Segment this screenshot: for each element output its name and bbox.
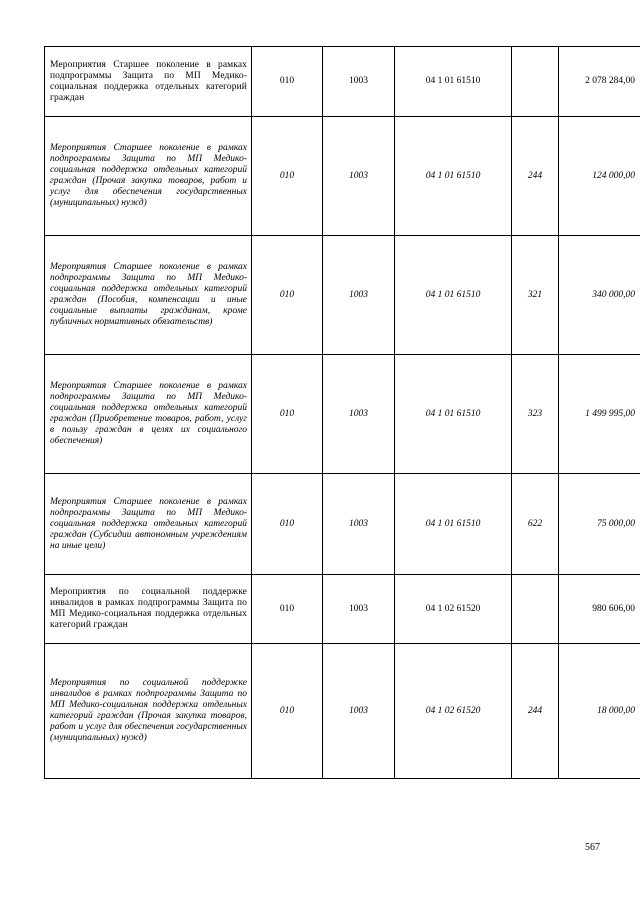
- row-target-code: 04 1 01 61510: [395, 47, 512, 117]
- row-ministry-code: 010: [252, 117, 323, 236]
- row-ministry-code: 010: [252, 644, 323, 779]
- table-row: [45, 47, 640, 117]
- row-name: Мероприятия по социальной поддержке инвалидов в рамках подпрограммы Защита по МП Медико-социальная поддержка отдельных категорий граждан (Прочая закупка товаров, работ и услуг для обеспечения государственных (муниципальных) нужд): [45, 644, 252, 779]
- row-expense-type: [512, 47, 559, 117]
- row-target-code: 04 1 01 61510: [395, 236, 512, 355]
- row-name: Мероприятия Старшее поколение в рамках подпрограммы Защита по МП Медико-социальная поддержка отдельных категорий граждан (Приобретение товаров, работ, услуг в пользу граждан в целях их социального обеспечения): [45, 355, 252, 474]
- row-name: Мероприятия Старшее поколение в рамках подпрограммы Защита по МП Медико-социальная поддержка отдельных категорий граждан: [45, 47, 252, 117]
- row-target-code: 04 1 01 61510: [395, 355, 512, 474]
- row-name: Мероприятия Старшее поколение в рамках подпрограммы Защита по МП Медико-социальная поддержка отдельных категорий граждан (Пособия, компенсации и иные социальные выплаты гражданам, кроме публичных нормативных обязательств): [45, 236, 252, 355]
- row-section-code: 1003: [323, 355, 395, 474]
- row-ministry-code: 010: [252, 236, 323, 355]
- budget-table: [44, 46, 640, 779]
- row-section-code: 1003: [323, 644, 395, 779]
- table-row: [45, 575, 640, 644]
- table-row: [45, 474, 640, 575]
- row-amount: 980 606,00: [559, 575, 640, 644]
- row-section-code: 1003: [323, 474, 395, 575]
- row-name: Мероприятия Старшее поколение в рамках подпрограммы Защита по МП Медико-социальная поддержка отдельных категорий граждан (Прочая закупка товаров, работ и услуг для обеспечения государственных (муниципальных) нужд): [45, 117, 252, 236]
- table-row: [45, 355, 640, 474]
- row-expense-type: 244: [512, 644, 559, 779]
- row-amount: 75 000,00: [559, 474, 640, 575]
- row-expense-type: [512, 575, 559, 644]
- row-amount: 1 499 995,00: [559, 355, 640, 474]
- row-target-code: 04 1 02 61520: [395, 575, 512, 644]
- page-number: 567: [585, 842, 600, 853]
- row-expense-type: 323: [512, 355, 559, 474]
- row-name: Мероприятия по социальной поддержке инвалидов в рамках подпрограммы Защита по МП Медико-социальная поддержка отдельных категорий граждан: [45, 575, 252, 644]
- row-ministry-code: 010: [252, 474, 323, 575]
- row-ministry-code: 010: [252, 355, 323, 474]
- row-target-code: 04 1 01 61510: [395, 474, 512, 575]
- row-section-code: 1003: [323, 47, 395, 117]
- row-target-code: 04 1 02 61520: [395, 644, 512, 779]
- row-section-code: 1003: [323, 236, 395, 355]
- row-ministry-code: 010: [252, 575, 323, 644]
- row-target-code: 04 1 01 61510: [395, 117, 512, 236]
- row-section-code: 1003: [323, 117, 395, 236]
- row-amount: 18 000,00: [559, 644, 640, 779]
- row-ministry-code: 010: [252, 47, 323, 117]
- row-section-code: 1003: [323, 575, 395, 644]
- row-amount: 340 000,00: [559, 236, 640, 355]
- row-name: Мероприятия Старшее поколение в рамках подпрограммы Защита по МП Медико-социальная поддержка отдельных категорий граждан (Субсидии автономным учреждениям на иные цели): [45, 474, 252, 575]
- row-amount: 124 000,00: [559, 117, 640, 236]
- row-expense-type: 622: [512, 474, 559, 575]
- table-row: [45, 117, 640, 236]
- table-row: [45, 644, 640, 779]
- row-expense-type: 244: [512, 117, 559, 236]
- row-amount: 2 078 284,00: [559, 47, 640, 117]
- table-row: [45, 236, 640, 355]
- row-expense-type: 321: [512, 236, 559, 355]
